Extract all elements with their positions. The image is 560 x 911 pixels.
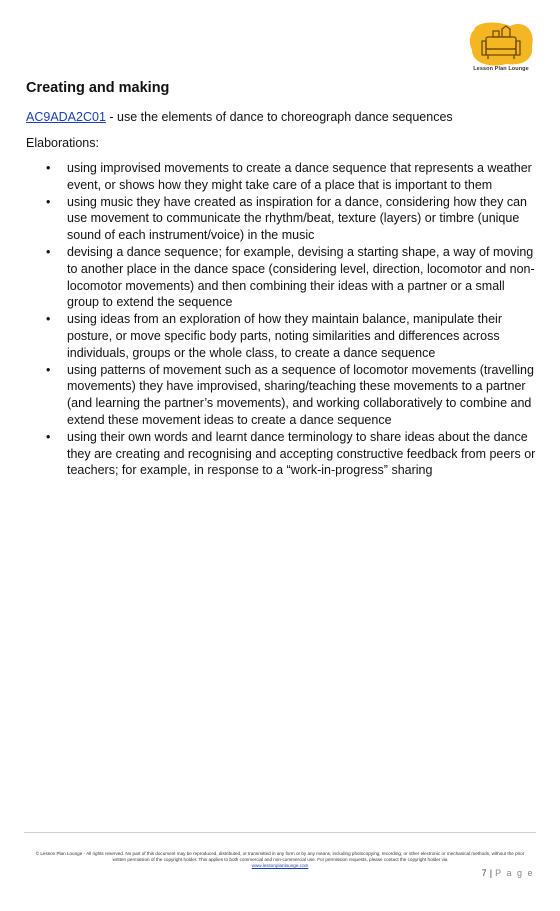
footer-divider [24, 832, 536, 833]
page-word: P a g e [495, 868, 534, 878]
curriculum-code-line [26, 108, 536, 126]
bullet-icon: • [46, 194, 51, 209]
elaboration-item [26, 429, 536, 479]
elaboration-text: devising a dance sequence; for example, devising a starting shape, a way of moving to another place in the dance space (considering level, direction, locomotor and non-locomotor movements) and then combining their ideas with a partner or a small group to extend the sequence [67, 244, 535, 310]
elaboration-text: using improvised movements to create a dance sequence that represents a weather event, or shows how they might take care of a place that is important to them [67, 161, 532, 192]
logo-text: Lesson Plan Lounge [473, 66, 529, 72]
elaboration-item [26, 194, 536, 244]
curriculum-code-link[interactable]: AC9ADA2C01 [26, 110, 106, 124]
elaboration-item [26, 311, 536, 361]
elaboration-text: using their own words and learnt dance terminology to share ideas about the dance they are creating and recognising and accepting constructive feedback from peers or teachers; for example, in response to a “work-in-progress” sharing [67, 429, 536, 478]
bullet-icon: • [46, 244, 51, 259]
bullet-icon: • [46, 312, 51, 327]
main-content [26, 78, 536, 479]
page-number-value: 7 [481, 868, 487, 878]
section-heading: Creating and making [26, 80, 170, 96]
bullet-icon: • [46, 362, 51, 377]
footer-copyright [30, 851, 530, 870]
elaboration-item [26, 160, 536, 194]
elaboration-item [26, 362, 536, 429]
elaboration-text: using music they have created as inspiration for a dance, considering how they can use movement to communicate the rhythm/beat, texture (layers) or timbre (unique sound of each instrument/voice) in the music [67, 194, 527, 243]
website-link[interactable]: www.lessonplanlounge.com [251, 863, 309, 869]
elaboration-item [26, 244, 536, 311]
elaborations-list [26, 160, 536, 479]
elaboration-text: using patterns of movement such as a sequence of locomotor movements (travelling movements) they have improvised, sharing/teaching these movements to a partner (and learning the partner’s movements), and working collaboratively to combine and extend these movement ideas to create a dance sequence [67, 362, 534, 427]
bullet-icon: • [46, 161, 51, 175]
page-number: 7 | P a g e [481, 868, 534, 878]
elaborations-label: Elaborations: [26, 136, 99, 150]
elaboration-text: using ideas from an exploration of how they maintain balance, manipulate their posture, or move specific body parts, noting similarities and differences across individuals, groups or the whole class, to create a dance sequence [67, 312, 502, 360]
bullet-icon: • [46, 429, 51, 444]
copyright-text: © Lesson Plan Lounge - All rights reserved. No part of this document may be reproduced, distributed, or transmitted in any form or by any means, including photocopying, recording, or other electronic or mechanical methods, without the prior written permission of the copyright holder. This applies to both commercial and non-commercial use. For permission requests, please contact the copyright holder via [35, 851, 525, 863]
curriculum-code-description: - use the elements of dance to choreograph dance sequences [105, 110, 453, 124]
